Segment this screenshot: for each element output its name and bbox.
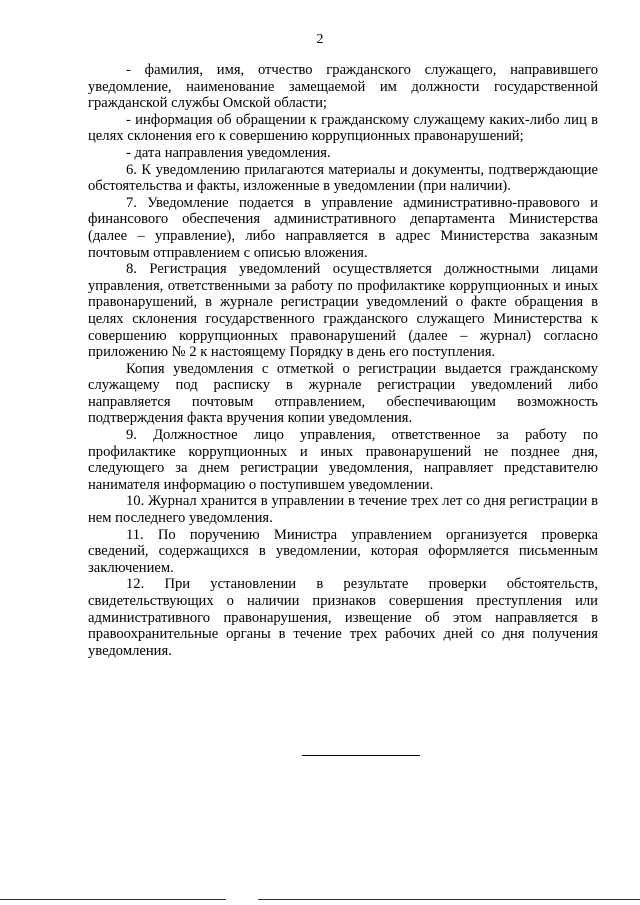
paragraph: 12. При установлении в результате проверки обстоятельств, свидетельствующих о наличии признаков совершения преступления или административного правонарушения, извещение об этом направляется в правоохранительные органы в течение трех рабочих дней со дня получения уведомления. [88,576,598,659]
paragraph: - фамилия, имя, отчество гражданского служащего, направившего уведомление, наименование замещаемой им должности государственной гражданской службы Омской области; [88,62,598,112]
paragraph: 10. Журнал хранится в управлении в течение трех лет со дня регистрации в нем последнего уведомления. [88,493,598,527]
page-number: 2 [316,32,324,47]
paragraph: 8. Регистрация уведомлений осуществляется должностными лицами управления, ответственными за работу по профилактике коррупционных и иных правонарушений, в журнале регистрации уведомлений о факте обращения в целях склонения государственного гражданского служащего Министерства к совершению коррупционных правонарушений (далее – журнал) согласно приложению № 2 к настоящему Порядку в день его поступления. [88,261,598,361]
paragraph: 11. По поручению Министра управлением организуется проверка сведений, содержащихся в уведомлении, которая оформляется письменным заключением. [88,526,598,576]
end-of-text-divider [302,755,420,756]
paragraph: 7. Уведомление подается в управление административно-правового и финансового обеспечения административного департамента Министерства (далее – управление), либо направляется в адрес Министерства заказным почтовым отправлением с описью вложения. [88,194,598,261]
paragraph: Копия уведомления с отметкой о регистрации выдается гражданскому служащему под расписку в журнале регистрации уведомлений либо направляется почтовым отправлением, обеспечивающим возможность подтверждения факта вручения копии уведомления. [88,360,598,427]
paragraph: 9. Должностное лицо управления, ответственное за работу по профилактике коррупционных и иных правонарушений не позднее дня, следующего за днем регистрации уведомления, направляет представителю нанимателя информацию о поступившем уведомлении. [88,427,598,493]
paragraph: - информация об обращении к гражданскому служащему каких-либо лиц в целях склонения его к совершению коррупционных правонарушений; [88,111,598,145]
paragraph: 6. К уведомлению прилагаются материалы и документы, подтверждающие обстоятельства и факты, изложенные в уведомлении (при наличии). [88,161,598,195]
footer-divider-right [258,899,640,900]
paragraph: - дата направления уведомления. [126,144,331,161]
document-body [88,62,598,659]
footer-divider-left [0,899,226,900]
